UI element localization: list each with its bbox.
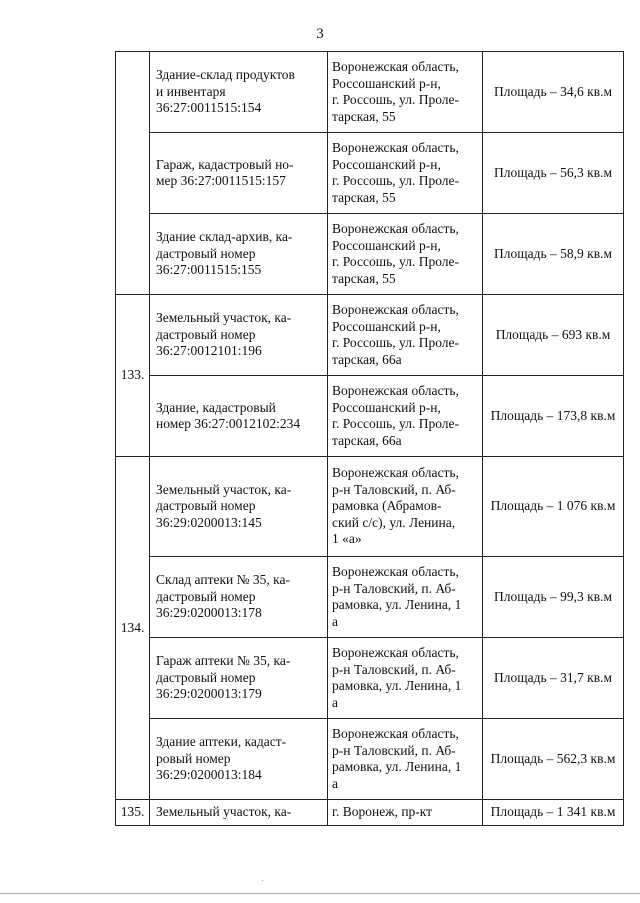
object-cell bbox=[150, 719, 328, 800]
address-line: р-н Таловский, п. Аб- bbox=[332, 742, 456, 758]
area-cell: Площадь – 34,6 кв.м bbox=[483, 52, 624, 133]
address-line: Воронежская область, bbox=[332, 140, 459, 155]
object-line: 36:29:0200013:184 bbox=[156, 767, 262, 783]
address-line: рамовка (Абрамов- bbox=[332, 498, 442, 514]
address-cell bbox=[328, 557, 483, 638]
object-line: дастровый номер bbox=[156, 245, 256, 261]
table-row bbox=[116, 557, 624, 638]
address-line: Россошанский р-н, bbox=[332, 318, 441, 334]
object-cell bbox=[150, 638, 328, 719]
area-cell: Площадь – 99,3 кв.м bbox=[483, 557, 624, 638]
address-line: р-н Таловский, п. Аб- bbox=[332, 580, 456, 596]
object-line: Здание склад-архив, ка- bbox=[156, 229, 293, 245]
address-cell bbox=[328, 800, 483, 826]
object-line: номер 36:27:0012102:234 bbox=[156, 416, 301, 431]
object-line: Склад аптеки № 35, ка- bbox=[156, 572, 290, 588]
table-row bbox=[116, 719, 624, 800]
address-line: р-н Таловский, п. Аб- bbox=[332, 481, 456, 497]
address-line: г. Россошь, ул. Проле- bbox=[332, 335, 459, 350]
address-line: рамовка, ул. Ленина, 1 bbox=[332, 678, 462, 693]
address-line: Воронежская область, bbox=[332, 383, 459, 398]
row-number-cell: 135. bbox=[116, 800, 150, 826]
table-row bbox=[116, 800, 624, 826]
address-line: 1 «а» bbox=[332, 531, 362, 547]
object-cell bbox=[150, 52, 328, 133]
object-line: ровый номер bbox=[156, 750, 231, 766]
object-line: 36:27:0011515:154 bbox=[156, 100, 262, 116]
address-line: Воронежская область, bbox=[332, 221, 459, 236]
area-cell: Площадь – 1 076 кв.м bbox=[483, 457, 624, 557]
object-cell bbox=[150, 133, 328, 214]
address-cell bbox=[328, 295, 483, 376]
area-cell: Площадь – 693 кв.м bbox=[483, 295, 624, 376]
area-cell: Площадь – 173,8 кв.м bbox=[483, 376, 624, 457]
address-line: г. Россошь, ул. Проле- bbox=[332, 254, 459, 269]
object-line: 36:27:0011515:155 bbox=[156, 262, 262, 278]
object-cell bbox=[150, 457, 328, 557]
address-line: а bbox=[332, 694, 338, 710]
object-line: Здание, кадастровый bbox=[156, 399, 276, 415]
row-number-cell: 133. bbox=[116, 295, 150, 457]
area-cell: Площадь – 31,7 кв.м bbox=[483, 638, 624, 719]
address-cell bbox=[328, 457, 483, 557]
object-cell bbox=[150, 557, 328, 638]
table-row bbox=[116, 52, 624, 133]
object-line: мер 36:27:0011515:157 bbox=[156, 173, 286, 188]
address-cell bbox=[328, 638, 483, 719]
address-line: р-н Таловский, п. Аб- bbox=[332, 661, 456, 677]
object-cell bbox=[150, 295, 328, 376]
object-line: Здание-склад продуктов bbox=[156, 67, 295, 83]
table-row bbox=[116, 133, 624, 214]
table-row bbox=[116, 457, 624, 557]
object-line: 36:29:0200013:179 bbox=[156, 686, 262, 702]
object-line: дастровый номер bbox=[156, 326, 256, 342]
address-line: Россошанский р-н, bbox=[332, 399, 441, 415]
object-line: 36:29:0200013:145 bbox=[156, 514, 262, 530]
area-cell: Площадь – 562,3 кв.м bbox=[483, 719, 624, 800]
page-bottom-rule bbox=[0, 893, 640, 894]
address-line: а bbox=[332, 613, 338, 629]
address-line: тарская, 55 bbox=[332, 189, 396, 205]
address-line: тарская, 66а bbox=[332, 432, 402, 448]
address-line: Россошанский р-н, bbox=[332, 75, 441, 91]
page-number: 3 bbox=[316, 26, 324, 42]
table-row bbox=[116, 638, 624, 719]
object-cell bbox=[150, 800, 328, 826]
object-cell bbox=[150, 376, 328, 457]
object-cell bbox=[150, 214, 328, 295]
object-line: Гараж аптеки № 35, ка- bbox=[156, 653, 291, 669]
object-line: Здание аптеки, кадаст- bbox=[156, 734, 287, 750]
object-line: дастровый номер bbox=[156, 498, 256, 514]
address-line: рамовка, ул. Ленина, 1 bbox=[332, 759, 462, 774]
area-cell: Площадь – 58,9 кв.м bbox=[483, 214, 624, 295]
object-line: Земельный участок, ка- bbox=[156, 481, 292, 497]
address-line: Воронежская область, bbox=[332, 564, 459, 579]
area-cell: Площадь – 56,3 кв.м bbox=[483, 133, 624, 214]
table-row bbox=[116, 295, 624, 376]
object-line: Гараж, кадастровый но- bbox=[156, 156, 294, 172]
address-cell bbox=[328, 719, 483, 800]
object-line: Земельный участок, ка- bbox=[156, 804, 292, 820]
object-line: Земельный участок, ка- bbox=[156, 310, 292, 326]
address-cell bbox=[328, 376, 483, 457]
area-cell: Площадь – 1 341 кв.м bbox=[483, 800, 624, 826]
address-line: Россошанский р-н, bbox=[332, 156, 441, 172]
row-number-cell: 134. bbox=[116, 457, 150, 800]
address-line: тарская, 66а bbox=[332, 351, 402, 367]
address-line: г. Россошь, ул. Проле- bbox=[332, 173, 459, 188]
table-row bbox=[116, 376, 624, 457]
row-number-cell bbox=[116, 52, 150, 295]
address-line: тарская, 55 bbox=[332, 270, 396, 286]
table-row bbox=[116, 214, 624, 295]
address-line: ский с/с), ул. Ленина, bbox=[332, 514, 456, 530]
address-line: рамовка, ул. Ленина, 1 bbox=[332, 597, 462, 612]
address-cell bbox=[328, 133, 483, 214]
address-line: Воронежская область, bbox=[332, 302, 459, 317]
address-line: Воронежская область, bbox=[332, 645, 459, 660]
address-cell bbox=[328, 52, 483, 133]
object-line: дастровый номер bbox=[156, 588, 256, 604]
object-line: дастровый номер bbox=[156, 669, 256, 685]
scan-speck bbox=[262, 880, 263, 881]
address-line: г. Воронеж, пр-кт bbox=[332, 804, 433, 820]
object-line: 36:27:0012101:196 bbox=[156, 343, 262, 359]
address-line: Воронежская область, bbox=[332, 465, 459, 481]
address-line: а bbox=[332, 775, 338, 791]
address-line: Россошанский р-н, bbox=[332, 237, 441, 253]
address-line: г. Россошь, ул. Проле- bbox=[332, 92, 459, 107]
address-line: г. Россошь, ул. Проле- bbox=[332, 416, 459, 431]
address-line: Воронежская область, bbox=[332, 726, 459, 741]
property-table bbox=[115, 51, 624, 826]
object-line: и инвентаря bbox=[156, 83, 226, 99]
address-line: Воронежская область, bbox=[332, 59, 459, 74]
address-cell bbox=[328, 214, 483, 295]
address-line: тарская, 55 bbox=[332, 108, 396, 124]
object-line: 36:29:0200013:178 bbox=[156, 605, 262, 621]
